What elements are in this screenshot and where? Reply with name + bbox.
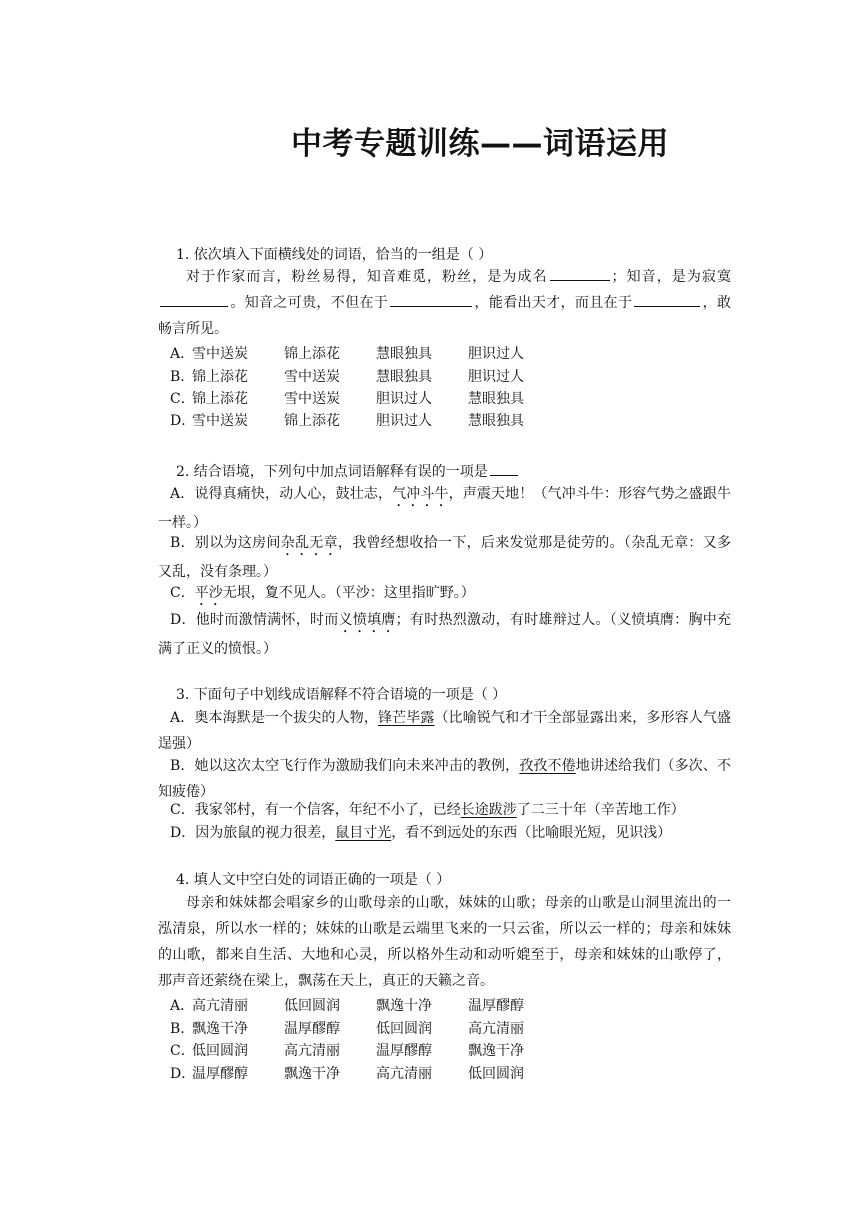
option-letter: B． xyxy=(170,1021,195,1037)
option-text: B．她以这次太空飞行作为激励我们向未来冲击的教例， xyxy=(170,758,520,774)
option-text: 了二三十年（辛苦地工作） xyxy=(516,802,685,818)
question-2-option-c xyxy=(158,580,731,609)
blank-3 xyxy=(390,291,472,307)
option-word: 锦上添花 xyxy=(192,369,248,385)
q1-passage-part-2: ；知音，是为寂寞 xyxy=(611,269,731,285)
option-text: ；有时热烈激动，有时雄辩过人。（义愤填膺：胸中充满了正义的愤恨。） xyxy=(158,612,732,657)
underlined-idiom: 孜孜不倦 xyxy=(519,758,576,774)
option-letter: C． xyxy=(170,391,195,407)
question-2-option-a xyxy=(158,481,731,536)
option-word: 温厚醪醇 xyxy=(468,998,524,1014)
option-letter: C． xyxy=(170,1043,195,1059)
answer-blank xyxy=(490,460,518,476)
option-word: 温厚醪醇 xyxy=(192,1066,248,1082)
option-word: 锦上添花 xyxy=(284,413,340,429)
option-text: C． xyxy=(170,585,195,601)
option-word: 胆识过人 xyxy=(376,391,432,407)
option-word: 高亢清丽 xyxy=(192,998,248,1014)
question-1-stem: 1. 依次填入下面横线处的词语，恰当的一组是（ ） xyxy=(176,247,493,263)
option-text: （比喻锐气和才干全部显露出来，多形容人气盛逞强） xyxy=(158,710,731,752)
option-text: ，看不到远处的东西（比喻眼光短，见识浅） xyxy=(391,825,672,841)
option-text: A．说得真痛快，动人心，鼓壮志， xyxy=(170,486,393,502)
blank-2 xyxy=(160,291,228,307)
option-text: C．我家邻村，有一个信客，年纪不小了，已经 xyxy=(170,802,461,818)
underlined-idiom: 长途跋涉 xyxy=(460,802,517,818)
question-4-option-c xyxy=(170,1040,560,1062)
option-text: D．因为旅鼠的视力很差， xyxy=(170,825,336,841)
option-text: D．他时而激情满怀，时而 xyxy=(170,612,339,628)
question-1-option-b xyxy=(170,366,560,388)
option-letter: B． xyxy=(170,369,195,385)
question-2-stem-text: 2. 结合语境，下列句中加点词语解释有误的一项是 xyxy=(176,464,488,480)
option-word: 慧眼独具 xyxy=(376,346,432,362)
question-1-passage xyxy=(158,264,731,342)
option-word: 飘逸干净 xyxy=(284,1066,340,1082)
option-word: 高亢清丽 xyxy=(468,1021,524,1037)
q1-passage-part-1: 对于作家而言，粉丝易得，知音难觅，粉丝，是为成名 xyxy=(186,269,548,285)
question-2-option-b xyxy=(158,530,731,585)
question-4-option-a xyxy=(170,995,560,1017)
option-word: 慧眼独具 xyxy=(468,391,524,407)
option-word: 雪中送炭 xyxy=(284,391,340,407)
option-word: 胆识过人 xyxy=(468,346,524,362)
option-word: 慧眼独具 xyxy=(376,369,432,385)
dotted-term: 气冲斗牛 xyxy=(392,486,449,502)
question-4-option-b xyxy=(170,1018,560,1040)
question-1-option-d xyxy=(170,410,560,432)
option-text: ，声震天地！（气冲斗牛：形容气势之盛跟牛一样。） xyxy=(158,486,731,531)
question-1-option-a xyxy=(170,343,560,365)
option-letter: A． xyxy=(170,998,195,1014)
option-letter: D． xyxy=(170,413,196,429)
question-2-option-d xyxy=(158,607,731,662)
option-text: B．别以为这房间 xyxy=(170,535,281,551)
option-word: 锦上添花 xyxy=(192,391,248,407)
option-word: 飘逸干净 xyxy=(468,1043,524,1059)
blank-1 xyxy=(550,265,610,281)
question-3-stem: 3. 下面句子中划线成语解释不符合语境的一项是（ ） xyxy=(176,687,507,703)
option-word: 低回圆润 xyxy=(192,1043,248,1059)
option-letter: D． xyxy=(170,1066,196,1082)
option-word: 胆识过人 xyxy=(376,413,432,429)
option-word: 高亢清丽 xyxy=(284,1043,340,1059)
option-word: 低回圆润 xyxy=(468,1066,524,1082)
option-word: 飘逸十净 xyxy=(376,998,432,1014)
underlined-idiom: 鼠目寸光 xyxy=(335,825,392,841)
question-4-passage: 母亲和妹妹都会唱家乡的山歌母亲的山歌，妹妹的山歌；母亲的山歌是山洞里流出的一泓清泉，所以水一样的；妹妹的山歌是云端里飞来的一只云雀，所以云一样的；母亲和妹妹的山歌，都来自生活、大地和心灵，所以格外生动和动听媲至于，母亲和妹妹的山歌停了，那声音还萦绕在梁上，飘荡在天上，真正的天籁之音。 xyxy=(158,895,731,989)
question-4-option-d xyxy=(170,1063,560,1085)
q1-passage-part-5: ，敢畅言所见。 xyxy=(158,295,732,337)
q1-passage-part-3: 。知音之可贵，不但在于 xyxy=(230,295,389,311)
question-2-stem xyxy=(176,460,520,481)
option-text: 地讲述给我们（多次、不知疲倦） xyxy=(158,758,732,800)
option-letter: A． xyxy=(170,346,195,362)
option-word: 温厚醪醇 xyxy=(284,1021,340,1037)
dotted-term: 平沙 xyxy=(194,585,223,601)
question-3-option-d xyxy=(158,820,731,846)
question-4-stem: 4. 填人文中空白处的词语正确的一项是（ ） xyxy=(176,872,451,888)
option-word: 慧眼独具 xyxy=(468,413,524,429)
blank-4 xyxy=(634,291,700,307)
option-word: 胆识过人 xyxy=(468,369,524,385)
option-word: 低回圆润 xyxy=(284,998,340,1014)
option-word: 雪中送炭 xyxy=(192,413,248,429)
option-word: 飘逸干净 xyxy=(192,1021,248,1037)
option-text: ，我曾经想收拾一下，后来发觉那是徒劳的。（杂乱无章：又多又乱，没有条理。） xyxy=(158,535,732,580)
option-text: A．奥本海默是一个拔尖的人物， xyxy=(170,710,378,726)
dotted-term: 义愤填膺 xyxy=(338,612,396,628)
option-text: 无垠，夐不见人。（平沙：这里指旷野。） xyxy=(222,585,475,601)
option-word: 锦上添花 xyxy=(284,346,340,362)
underlined-idiom: 锋芒毕露 xyxy=(378,710,435,726)
q1-passage-part-4: ，能看出天才，而且在于 xyxy=(474,295,633,311)
dotted-term: 杂乱无章 xyxy=(280,535,338,551)
question-3-option-a xyxy=(158,705,731,757)
question-1-option-c xyxy=(170,388,560,410)
option-word: 温厚醪醇 xyxy=(376,1043,432,1059)
option-word: 低回圆润 xyxy=(376,1021,432,1037)
option-word: 高亢清丽 xyxy=(376,1066,432,1082)
page-title: 中考专题训练——词语运用 xyxy=(291,126,669,162)
option-word: 雪中送炭 xyxy=(192,346,248,362)
option-word: 雪中送炭 xyxy=(284,369,340,385)
